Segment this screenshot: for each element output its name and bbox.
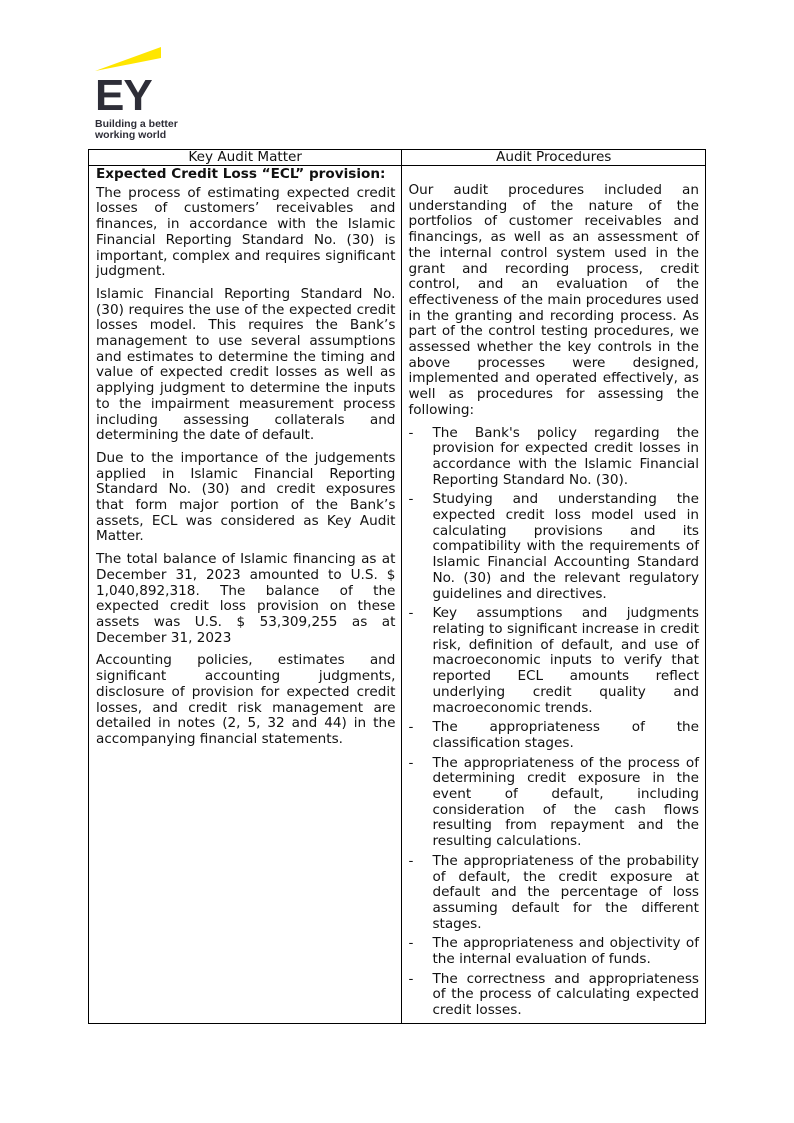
matter-paragraph: Islamic Financial Reporting Standard No. (30) requires the use of the expected credit losses model. This requires the Bank’s management to use several assumptions and estimates to determine the timing and value of expected credit losses as well as applying judgment to determine the inputs to the impairment measurement process including assessing collaterals and determining the date of default.: [96, 285, 396, 444]
bullet-dash: -: [408, 491, 414, 508]
list-item: [408, 720, 699, 751]
key-audit-matter-cell: [89, 166, 402, 1024]
ey-logo: [95, 47, 185, 147]
logo-tagline: Building a better working world: [95, 118, 178, 141]
header-audit-procedures: Audit Procedures: [402, 150, 706, 166]
procedure-text: The correctness and appropriateness of the process of calculating expected credit losses.: [432, 970, 699, 1019]
list-item: [408, 936, 699, 967]
matter-paragraph: Accounting policies, estimates and significant accounting judgments, disclosure of provision for expected credit losses, and credit risk management are detailed in notes (2, 5, 32 and 44) in the accompanying financial statements.: [96, 652, 396, 747]
procedure-text: Studying and understanding the expected credit loss model used in calculating provisions and its compatibility with the requirements of Islamic Financial Accounting Standard No. (30) and the relevant regulatory guidelines and directives.: [432, 491, 699, 602]
matter-paragraph: Due to the importance of the judgements applied in Islamic Financial Reporting Standard No. (30) and credit exposures that form major portion of the Bank’s assets, ECL was considered as Key Audit Matter.: [96, 449, 396, 545]
list-item: [408, 972, 699, 1019]
audit-procedures-cell: [402, 166, 706, 1024]
procedure-text: The appropriateness of the classification stages.: [432, 719, 699, 751]
procedure-text: The Bank's policy regarding the provision for expected credit losses in accordance with the Islamic Financial Reporting Standard No. (30).: [432, 424, 699, 488]
list-item: [408, 492, 699, 602]
procedure-text: The appropriateness of the process of determining credit exposure in the event of default, including consideration of the cash flows resulting from repayment and the resulting calculations.: [432, 754, 699, 850]
table-header-row: [89, 150, 706, 166]
list-item: [408, 426, 699, 489]
bullet-dash: -: [408, 719, 414, 736]
bullet-dash: -: [408, 935, 414, 952]
matter-title: Expected Credit Loss “ECL” provision:: [96, 166, 386, 182]
procedure-text: Key assumptions and judgments relating to significant increase in credit risk, definition of default, and use of macroeconomic inputs to verify that reported ECL amounts reflect underlying credit quality and macroeconomic trends.: [432, 605, 699, 716]
procedures-list: [408, 426, 699, 1019]
list-item: [408, 854, 699, 933]
bullet-dash: -: [408, 754, 414, 771]
list-item: [408, 756, 699, 850]
matter-paragraph: The process of estimating expected credit losses of customers’ receivables and finances, in accordance with the Islamic Financial Reporting Standard No. (30) is important, complex and requires significant judgment.: [96, 184, 396, 280]
bullet-dash: -: [408, 605, 414, 622]
bullet-dash: -: [408, 970, 414, 987]
table-row: [89, 166, 706, 1024]
procedures-intro: Our audit procedures included an understanding of the nature of the portfolios of customer receivables and financings, as well as an assessment of the internal control system used in the grant and recording process, credit control, and an evaluation of the effectiveness of the main procedures used in the granting and recording process. As part of the control testing procedures, we assessed whether the key controls in the above processes were designed, implemented and operated effectively, as well as procedures for assessing the following:: [408, 182, 699, 418]
header-key-audit-matter: Key Audit Matter: [89, 150, 402, 166]
bullet-dash: -: [408, 852, 414, 869]
ey-beam-icon: [95, 47, 165, 73]
bullet-dash: -: [408, 424, 414, 441]
logo-brand: EY: [95, 71, 152, 120]
matter-paragraph: The total balance of Islamic financing as at December 31, 2023 amounted to U.S. $ 1,040,892,318. The balance of the expected credit loss provision on these assets was U.S. $ 53,309,255 as at December 31, 2023: [96, 551, 396, 646]
procedure-text: The appropriateness and objectivity of the internal evaluation of funds.: [432, 935, 699, 968]
list-item: [408, 606, 699, 716]
key-audit-matter-table: [88, 149, 706, 1024]
procedure-text: The appropriateness of the probability of default, the credit exposure at default and the percentage of loss assuming default for the different stages.: [432, 852, 699, 932]
